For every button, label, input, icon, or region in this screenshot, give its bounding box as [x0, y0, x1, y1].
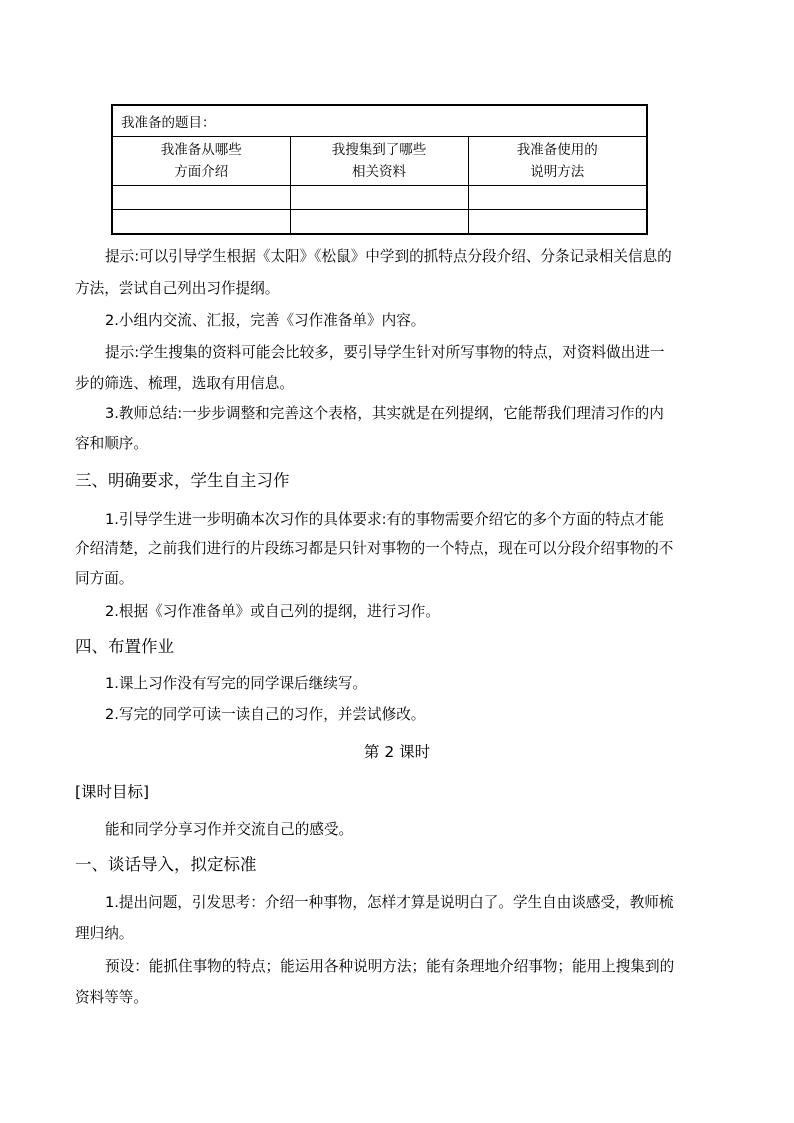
section-heading: 四、布置作业	[75, 637, 174, 656]
paragraph-line: 提示:可以引导学生根据《太阳》《松鼠》中学到的抓特点分段介绍、分条记录相关信息的	[105, 248, 672, 265]
table-cell	[468, 186, 647, 210]
paragraph-line: 1.课上习作没有写完的同学课后继续写。	[105, 675, 368, 692]
lesson-title: 第 2 课时	[363, 743, 431, 761]
paragraph-line: 方法，尝试自己列出习作提纲。	[75, 280, 280, 297]
section-heading: 一、谈话导入，拟定标准	[75, 855, 257, 874]
goal-label: [课时目标]	[75, 783, 150, 801]
column-header-methods: 我准备使用的 说明方法	[468, 137, 647, 186]
paragraph-line: 1.提出问题，引发思考：介绍一种事物，怎样才算是说明白了。学生自由谈感受，教师梳	[105, 894, 674, 911]
table-row	[112, 186, 647, 210]
table-cell	[468, 210, 647, 235]
paragraph-line: 介绍清楚，之前我们进行的片段练习都是只针对事物的一个特点，现在可以分段介绍事物的不	[75, 540, 674, 557]
paragraph-line: 提示:学生搜集的资料可能会比较多，要引导学生针对所写事物的特点，对资料做出进一	[105, 344, 665, 361]
table-title: 我准备的题目：	[112, 105, 647, 137]
column-header-aspects: 我准备从哪些 方面介绍	[112, 137, 290, 186]
paragraph-line: 步的筛选、梳理，选取有用信息。	[75, 375, 294, 392]
paragraph-line: 能和同学分享习作并交流自己的感受。	[105, 821, 354, 838]
paragraph-line: 容和顺序。	[75, 435, 148, 452]
paragraph-line: 2.根据《习作准备单》或自己列的提纲，进行习作。	[105, 603, 440, 620]
table-header-row	[112, 137, 647, 186]
writing-prep-table	[111, 104, 648, 235]
table-row	[112, 210, 647, 235]
table-cell	[112, 186, 290, 210]
table-cell	[290, 186, 468, 210]
paragraph-line: 1.引导学生进一步明确本次习作的具体要求:有的事物需要介绍它的多个方面的特点才能	[105, 511, 664, 528]
paragraph-line: 2.写完的同学可读一读自己的习作，并尝试修改。	[105, 706, 426, 723]
column-header-materials: 我搜集到了哪些 相关资料	[290, 137, 468, 186]
paragraph-line: 2.小组内交流、汇报，完善《习作准备单》内容。	[105, 312, 426, 329]
table-cell	[112, 210, 290, 235]
paragraph-line: 资料等等。	[75, 989, 148, 1006]
paragraph-line: 预设：能抓住事物的特点；能运用各种说明方法；能有条理地介绍事物；能用上搜集到的	[105, 958, 675, 975]
paragraph-line: 同方面。	[75, 570, 134, 587]
section-heading: 三、明确要求，学生自主习作	[75, 471, 290, 490]
paragraph-line: 3.教师总结:一步步调整和完善这个表格，其实就是在列提纲，它能帮我们理清习作的内	[105, 405, 664, 422]
table-title-row	[112, 105, 647, 137]
paragraph-line: 理归纳。	[75, 925, 134, 942]
table-cell	[290, 210, 468, 235]
